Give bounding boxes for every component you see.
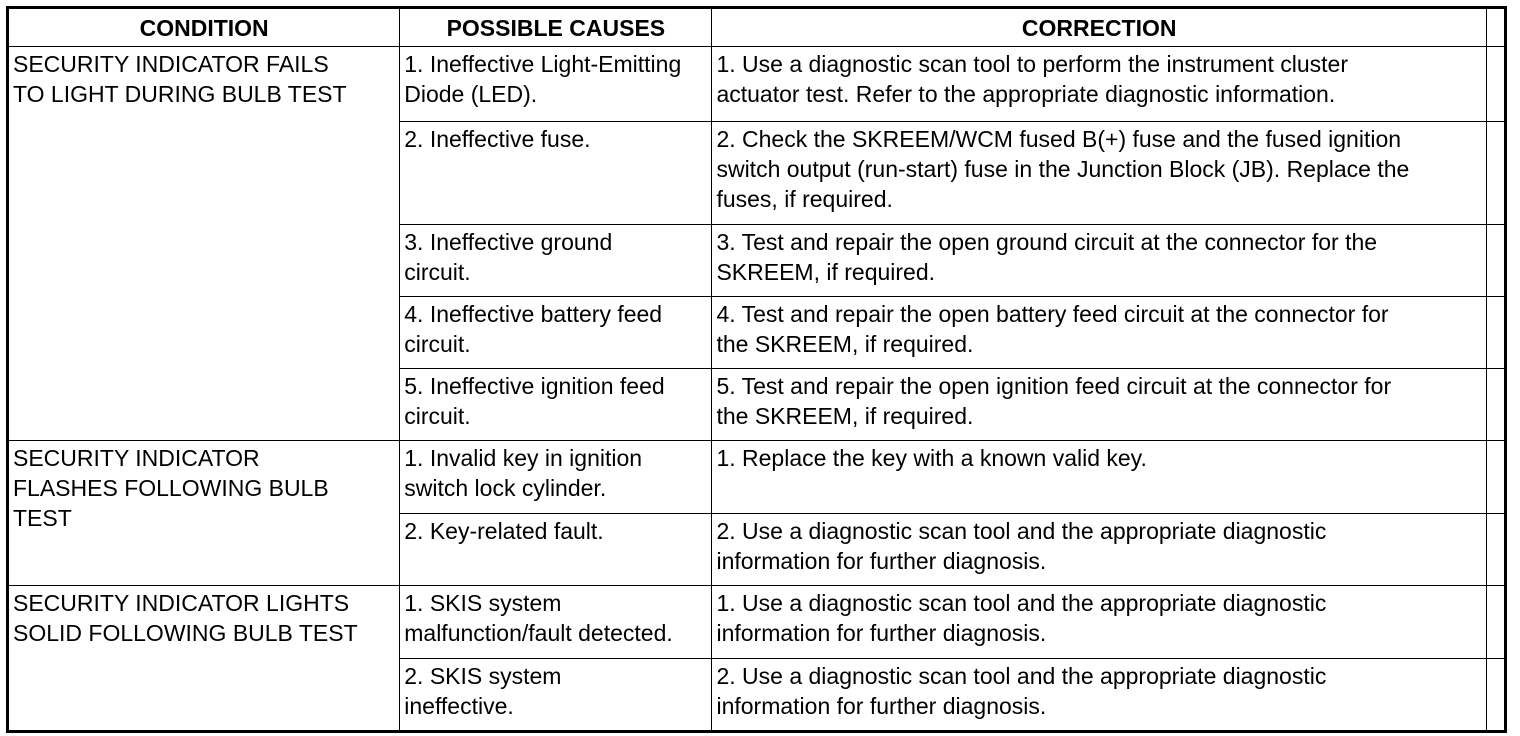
header-blank <box>1486 8 1505 47</box>
condition-cell: SECURITY INDICATOR FLASHES FOLLOWING BULB TEST <box>8 441 400 586</box>
cause-cell: 2. SKIS system ineffective. <box>400 659 712 732</box>
correction-cell: 4. Test and repair the open battery feed circuit at the connector for the SKREEM, if required. <box>712 297 1487 369</box>
cause-cell: 2. Ineffective fuse. <box>400 122 712 225</box>
cause-cell: 4. Ineffective battery feed circuit. <box>400 297 712 369</box>
cause-cell: 5. Ineffective ignition feed circuit. <box>400 369 712 441</box>
cause-cell: 2. Key-related fault. <box>400 514 712 586</box>
cause-cell: 1. Invalid key in ignition switch lock cylinder. <box>400 441 712 514</box>
blank-cell <box>1486 122 1505 225</box>
correction-cell: 2. Use a diagnostic scan tool and the appropriate diagnostic information for further diagnosis. <box>712 659 1487 732</box>
blank-cell <box>1486 659 1505 732</box>
blank-cell <box>1486 47 1505 122</box>
blank-cell <box>1486 225 1505 297</box>
cause-cell: 1. Ineffective Light-Emitting Diode (LED). <box>400 47 712 122</box>
condition-cell: SECURITY INDICATOR FAILS TO LIGHT DURING BULB TEST <box>8 47 400 441</box>
blank-cell <box>1486 369 1505 441</box>
diagnosis-table <box>6 6 1507 733</box>
correction-cell: 1. Use a diagnostic scan tool and the appropriate diagnostic information for further diagnosis. <box>712 586 1487 659</box>
correction-cell: 5. Test and repair the open ignition feed circuit at the connector for the SKREEM, if required. <box>712 369 1487 441</box>
correction-cell: 2. Check the SKREEM/WCM fused B(+) fuse and the fused ignition switch output (run-start) fuse in the Junction Block (JB). Replace the fuses, if required. <box>712 122 1487 225</box>
blank-cell <box>1486 297 1505 369</box>
blank-cell <box>1486 514 1505 586</box>
correction-cell: 3. Test and repair the open ground circuit at the connector for the SKREEM, if required. <box>712 225 1487 297</box>
correction-cell: 2. Use a diagnostic scan tool and the appropriate diagnostic information for further diagnosis. <box>712 514 1487 586</box>
header-condition: CONDITION <box>8 8 400 47</box>
table-row <box>8 441 1506 514</box>
table-row <box>8 586 1506 659</box>
cause-cell: 3. Ineffective ground circuit. <box>400 225 712 297</box>
table-row <box>8 47 1506 122</box>
blank-cell <box>1486 441 1505 514</box>
header-correction: CORRECTION <box>712 8 1487 47</box>
diagnosis-table-container <box>6 6 1507 729</box>
table-header-row <box>8 8 1506 47</box>
correction-cell: 1. Use a diagnostic scan tool to perform the instrument cluster actuator test. Refer to the appropriate diagnostic information. <box>712 47 1487 122</box>
condition-cell: SECURITY INDICATOR LIGHTS SOLID FOLLOWING BULB TEST <box>8 586 400 732</box>
blank-cell <box>1486 586 1505 659</box>
header-possible-causes: POSSIBLE CAUSES <box>400 8 712 47</box>
cause-cell: 1. SKIS system malfunction/fault detected. <box>400 586 712 659</box>
correction-cell: 1. Replace the key with a known valid key. <box>712 441 1487 514</box>
